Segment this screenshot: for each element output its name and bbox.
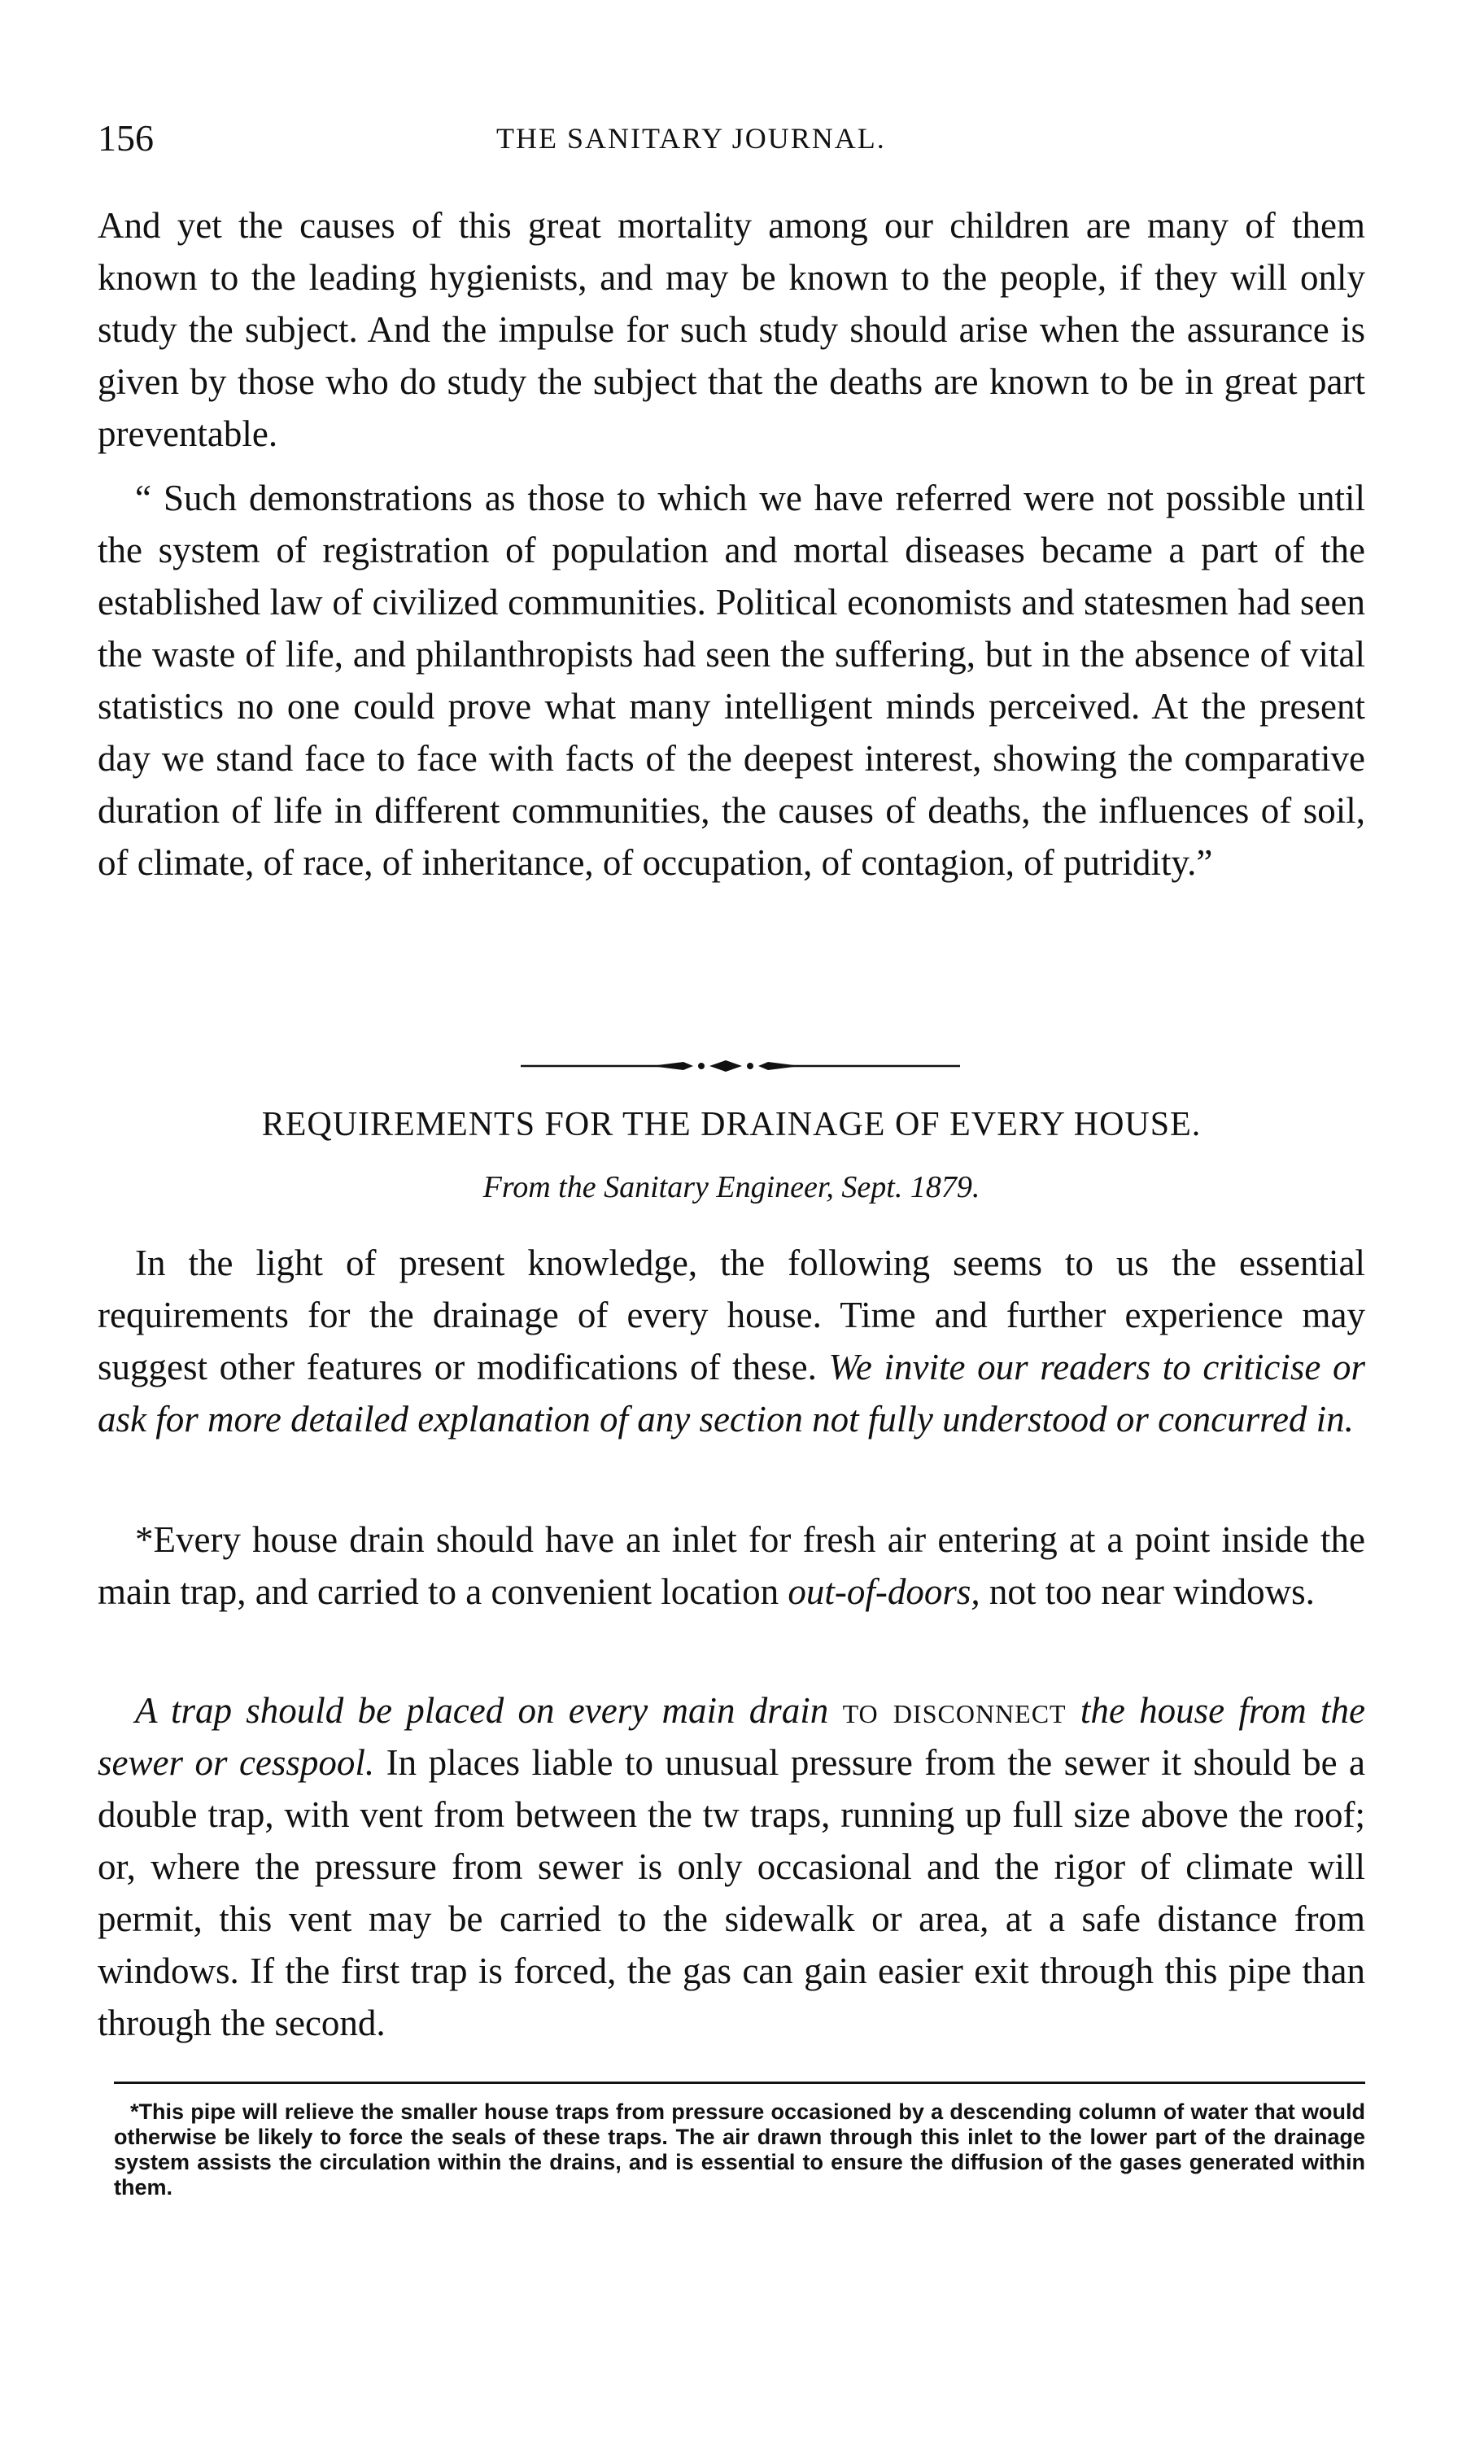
- drainage-intro-text: In the light of present knowledge, the following seems to us the essential requirements for the drainage of every house. Time and further experience may suggest other features or modifications of these.: [98, 1243, 1365, 1387]
- footnote: *This pipe will relieve the smaller house traps from pressure occasioned by a descending column of water that would otherwise be likely to force the seals of these traps. The air drawn through this inlet to the lower part of the drainage system assists the circulation within the drains, and is essential to ensure the diffusion of the gases generated within them.: [114, 2099, 1365, 2200]
- main-trap-italic-tail: the house from the sewer or cesspool.: [98, 1690, 1366, 1783]
- section-source-citation: From the Sanitary Engineer, Sept. 1879.: [482, 1170, 980, 1204]
- fresh-air-inlet-italic: out-of-doors,: [788, 1571, 980, 1612]
- page-number: 156: [98, 117, 154, 159]
- paragraph-fresh-air-inlet: [98, 1514, 1365, 1618]
- paragraph-mortality-causes: And yet the causes of this great mortality among our children are many of them known to the leading hygienists, and may be known to the people, if they will only study the subject. And the impulse for such study should arise when the assurance is given by those who do study the subject that the deaths are known to be in great part preventable.: [98, 205, 1365, 454]
- paragraph-quoted-demonstrations: “ Such demonstrations as those to which we have referred were not possible until the system of registration of population and mortal diseases became a part of the established law of civilized communities. Political economists and statesmen had seen the waste of life, and philanthropists had seen the suffering, but in the absence of vital statistics no one could prove what many intelligent minds perceived. At the present day we stand face to face with facts of the deepest interest, showing the comparative duration of life in different communities, the causes of deaths, the influences of soil, of climate, of race, of inheritance, of occupation, of contagion, of putridity.”: [98, 478, 1365, 883]
- section-title: REQUIREMENTS FOR THE DRAINAGE OF EVERY HOUSE.: [261, 1106, 1202, 1143]
- main-trap-small-caps: to disconnect: [842, 1690, 1067, 1731]
- main-trap-text: In places liable to unusual pressure from the sewer it should be a double trap, with vent from between the tw traps, running up full size above the roof; or, where the pressure from sewer is only occasional and the rigor of climate will permit, this vent may be carried to the sidewalk or area, at a safe distance from windows. If the first trap is forced, the gas can gain easier exit through this pipe than through the second.: [98, 1742, 1365, 2043]
- drainage-intro-invitation: We invite our readers to criticise or ask for more detailed explanation of any section not fully understood or concurred in.: [98, 1347, 1366, 1440]
- running-head: THE SANITARY JOURNAL.: [496, 122, 886, 155]
- fresh-air-inlet-text: *Every house drain should have an inlet for fresh air entering at a point inside the main trap, and carried to a convenient location: [98, 1519, 1365, 1612]
- section-divider-ornament: [521, 1058, 960, 1074]
- paragraph-main-trap: [98, 1684, 1365, 2049]
- page-header: [98, 114, 1367, 163]
- fresh-air-inlet-end: not too near windows.: [989, 1571, 1315, 1612]
- paragraph-drainage-intro: [98, 1237, 1365, 1445]
- main-trap-italic-lead: A trap should be placed on every main drain: [135, 1690, 829, 1731]
- footnote-divider: [114, 2082, 1365, 2084]
